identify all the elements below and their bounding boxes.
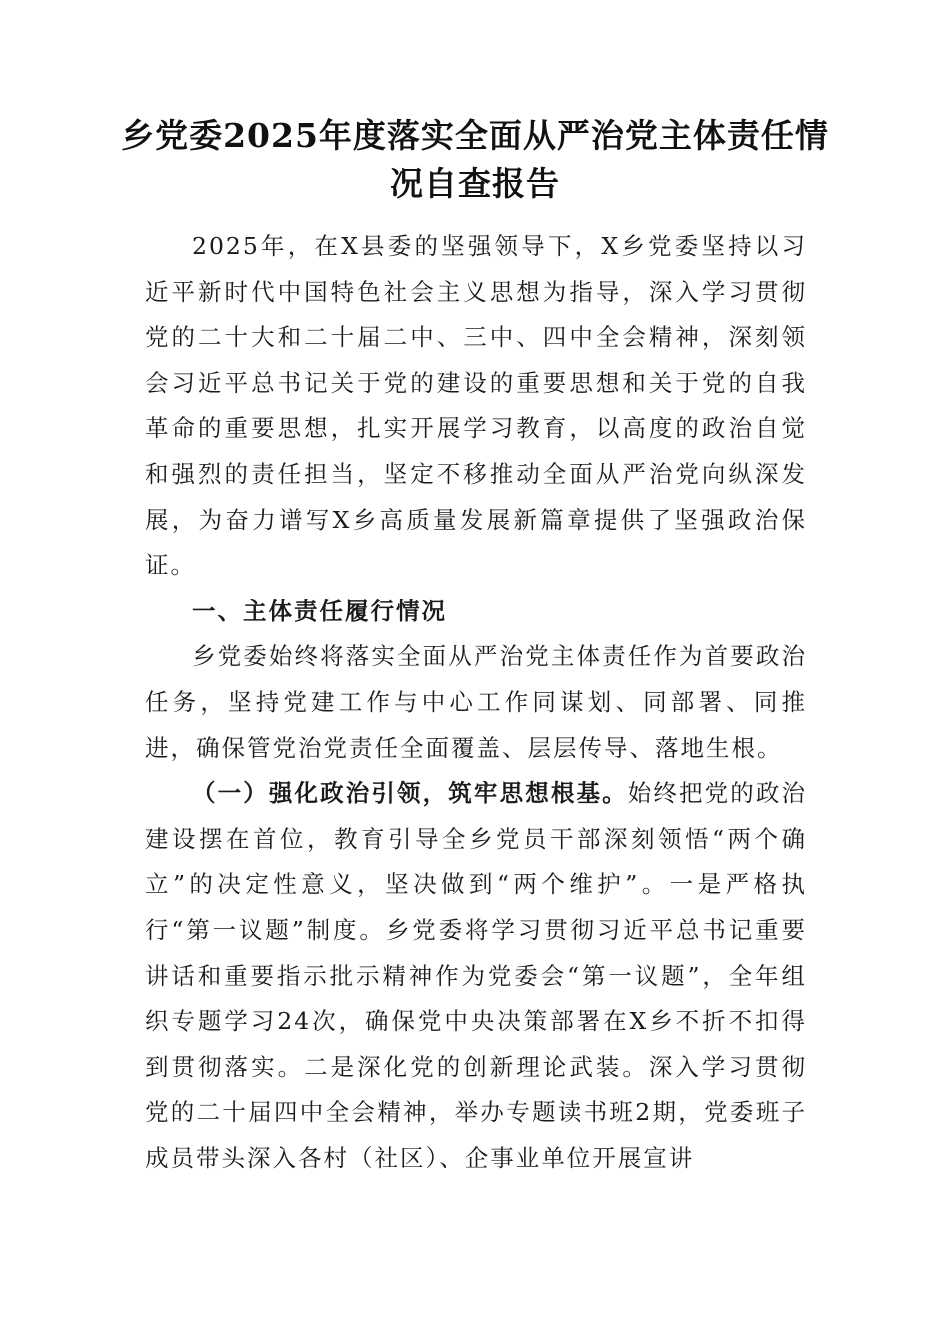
document-body <box>145 224 807 1181</box>
subsection-text: 始终把党的政治建设摆在首位，教育引导全乡党员干部深刻领悟“两个确立”的决定性意义，坚决做到“两个维护”。一是严格执行“第一议题”制度。乡党委将学习贯彻习近平总书记重要讲话和重要指示批示精神作为党委会“第一议题”，全年组织专题学习24次，确保党中央决策部署在X乡不折不扣得到贯彻落实。二是深化党的创新理论武装。深入学习贯彻党的二十届四中全会精神，举办专题读书班2期，党委班子成员带头深入各村（社区）、企事业单位开展宣讲 <box>145 779 808 1172</box>
section-intro-paragraph: 乡党委始终将落实全面从严治党主体责任作为首要政治任务，坚持党建工作与中心工作同谋划、同部署、同推进，确保管党治党责任全面覆盖、层层传导、落地生根。 <box>145 642 807 762</box>
section-heading: 一、主体责任履行情况 <box>192 596 447 625</box>
subsection-lead: （一）强化政治引领，筑牢思想根基。 <box>192 779 628 808</box>
document-title: 乡党委2025年度落实全面从严治党主体责任情况自查报告 <box>121 116 829 203</box>
subsection-paragraph <box>145 771 807 1181</box>
intro-paragraph: 2025年，在X县委的坚强领导下，X乡党委坚持以习近平新时代中国特色社会主义思想为指导，深入学习贯彻党的二十大和二十届二中、三中、四中全会精神，深刻领会习近平总书记关于党的建设的重要思想和关于党的自我革命的重要思想，扎实开展学习教育，以高度的政治自觉和强烈的责任担当，坚定不移推动全面从严治党向纵深发展，为奋力谱写X乡高质量发展新篇章提供了坚强政治保证。 <box>145 232 807 580</box>
